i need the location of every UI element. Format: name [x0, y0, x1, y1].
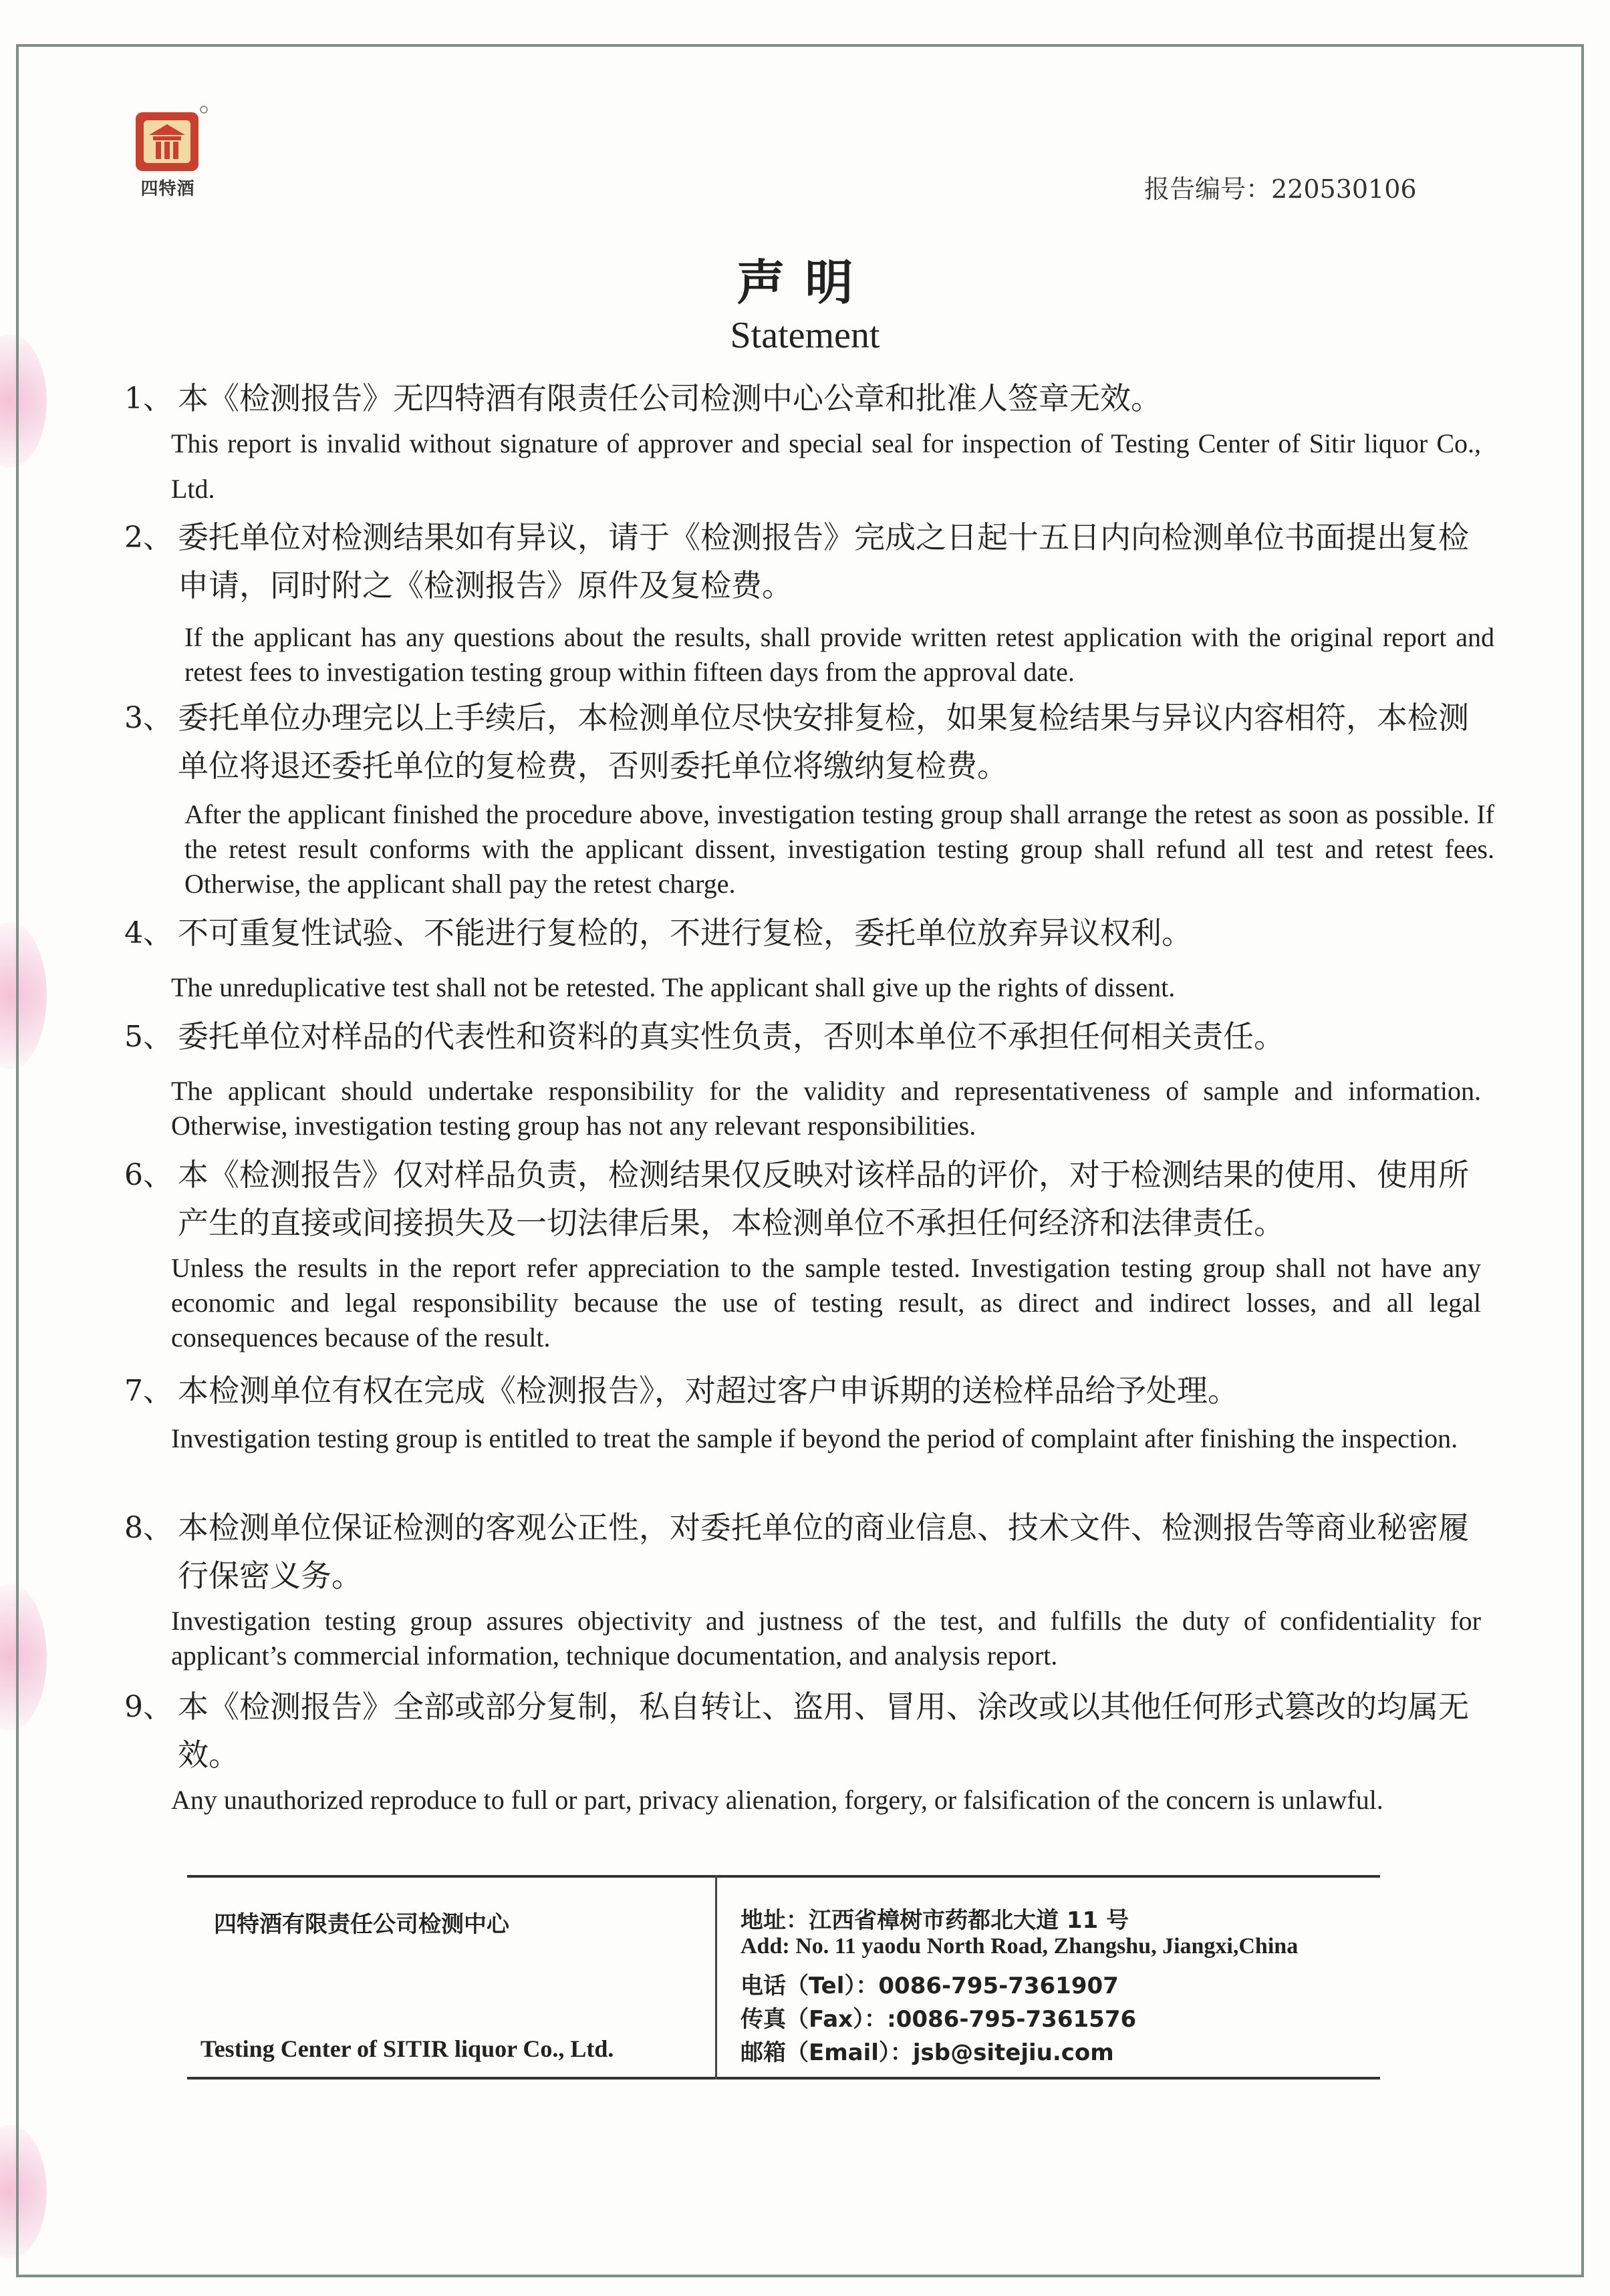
footer-rule-bottom: [187, 2077, 1380, 2079]
item-number: 3、: [124, 701, 172, 735]
footer-rule-top: [187, 1875, 1380, 1878]
logo-text: 四特酒: [140, 179, 195, 199]
item-number: 5、: [124, 1020, 172, 1054]
footer-divider: [715, 1875, 717, 2079]
footer-tel: 电话（Tel）：0086-795-7361907: [741, 1973, 1119, 1999]
item-number: 8、: [124, 1511, 172, 1545]
item-text-zh: 本检测单位有权在完成《检测报告》，对超过客户申诉期的送检样品给予处理。: [178, 1373, 1238, 1409]
item-text-en: The applicant should undertake responsibility for the validity and representativeness of sample and information. Otherwise, investigation testing group has not any relevant responsibilities.: [171, 1076, 1481, 1141]
item-text-zh: 不可重复性试验、不能进行复检的，不进行复检，委托单位放弃异议权利。: [178, 915, 1192, 951]
item-text-zh: 本《检测报告》仅对样品负责，检测结果仅反映对该样品的评价，对于检测结果的使用、使用所产生的直接或间接损失及一切法律后果，本检测单位不承担任何经济和法律责任。: [178, 1157, 1469, 1241]
item-number: 7、: [124, 1374, 172, 1408]
item-number: 9、: [124, 1690, 172, 1724]
item-text-zh: 委托单位对检测结果如有异议，请于《检测报告》完成之日起十五日内向检测单位书面提出复检申请，同时附之《检测报告》原件及复检费。: [178, 519, 1469, 603]
footer-org-english: Testing Center of SITIR liquor Co., Ltd.: [200, 2035, 614, 2062]
item-text-zh: 本《检测报告》无四特酒有限责任公司检测中心公章和批准人签章无效。: [178, 380, 1162, 416]
item-text-en: If the applicant has any questions about the results, shall provide written retest application with the original report and retest fees to investigation testing group within fifteen days from the approval date.: [184, 622, 1494, 687]
item-text-en: The unreduplicative test shall not be retested. The applicant shall give up the rights of dissent.: [171, 972, 1176, 1002]
title-english: Statement: [730, 315, 880, 356]
footer-email: 邮箱（Email）：jsb@sitejiu.com: [741, 2039, 1114, 2066]
item-text-en: Investigation testing group is entitled to treat the sample if beyond the period of complaint after finishing the inspection.: [171, 1423, 1458, 1453]
item-text-zh: 委托单位办理完以上手续后，本检测单位尽快安排复检，如果复检结果与异议内容相符，本检测单位将退还委托单位的复检费，否则委托单位将缴纳复检费。: [178, 700, 1469, 784]
item-text-en: This report is invalid without signature of approver and special seal for inspection of Testing Center of Sitir liquor Co., Ltd.: [171, 428, 1481, 504]
item-text-en: Investigation testing group assures objectivity and justness of the test, and fulfills the duty of confidentiality for applicant’s commercial information, technique documentation, and analysis report.: [171, 1606, 1481, 1671]
footer-fax: 传真（Fax）：:0086-795-7361576: [741, 2006, 1137, 2033]
title-chinese: 声明: [736, 255, 874, 311]
item-number: 6、: [124, 1158, 172, 1192]
item-text-zh: 委托单位对样品的代表性和资料的真实性负责，否则本单位不承担任何相关责任。: [178, 1018, 1285, 1054]
item-text-zh: 本检测单位保证检测的客观公正性，对委托单位的商业信息、技术文件、检测报告等商业秘密履行保密义务。: [178, 1510, 1469, 1594]
item-number: 2、: [124, 521, 172, 555]
footer-address-en: Add: No. 11 yaodu North Road, Zhangshu, Jiangxi,China: [741, 1934, 1299, 1959]
item-text-en: Any unauthorized reproduce to full or part, privacy alienation, forgery, or falsification of the concern is unlawful.: [171, 1785, 1383, 1815]
item-text-en: After the applicant finished the procedure above, investigation testing group shall arrange the retest as soon as possible. If the retest result conforms with the applicant dissent, investigation testing group shall refund all test and retest fees. Otherwise, the applicant shall pay the retest charge.: [184, 799, 1494, 899]
item-text-en: Unless the results in the report refer appreciation to the sample tested. Investigation testing group shall not have any economic and legal responsibility because the use of testing result, as direct and indirect losses, and all legal consequences because of the result.: [171, 1253, 1481, 1352]
report-number: 报告编号：220530106: [1144, 174, 1417, 204]
item-number: 4、: [124, 916, 172, 950]
item-text-zh: 本《检测报告》全部或部分复制，私自转让、盗用、冒用、涂改或以其他任何形式篡改的均属无效。: [178, 1689, 1469, 1773]
footer-org-chinese: 四特酒有限责任公司检测中心: [214, 1911, 509, 1938]
item-number: 1、: [124, 382, 172, 416]
footer-address-zh: 地址：江西省樟树市药都北大道 11 号: [741, 1907, 1129, 1934]
